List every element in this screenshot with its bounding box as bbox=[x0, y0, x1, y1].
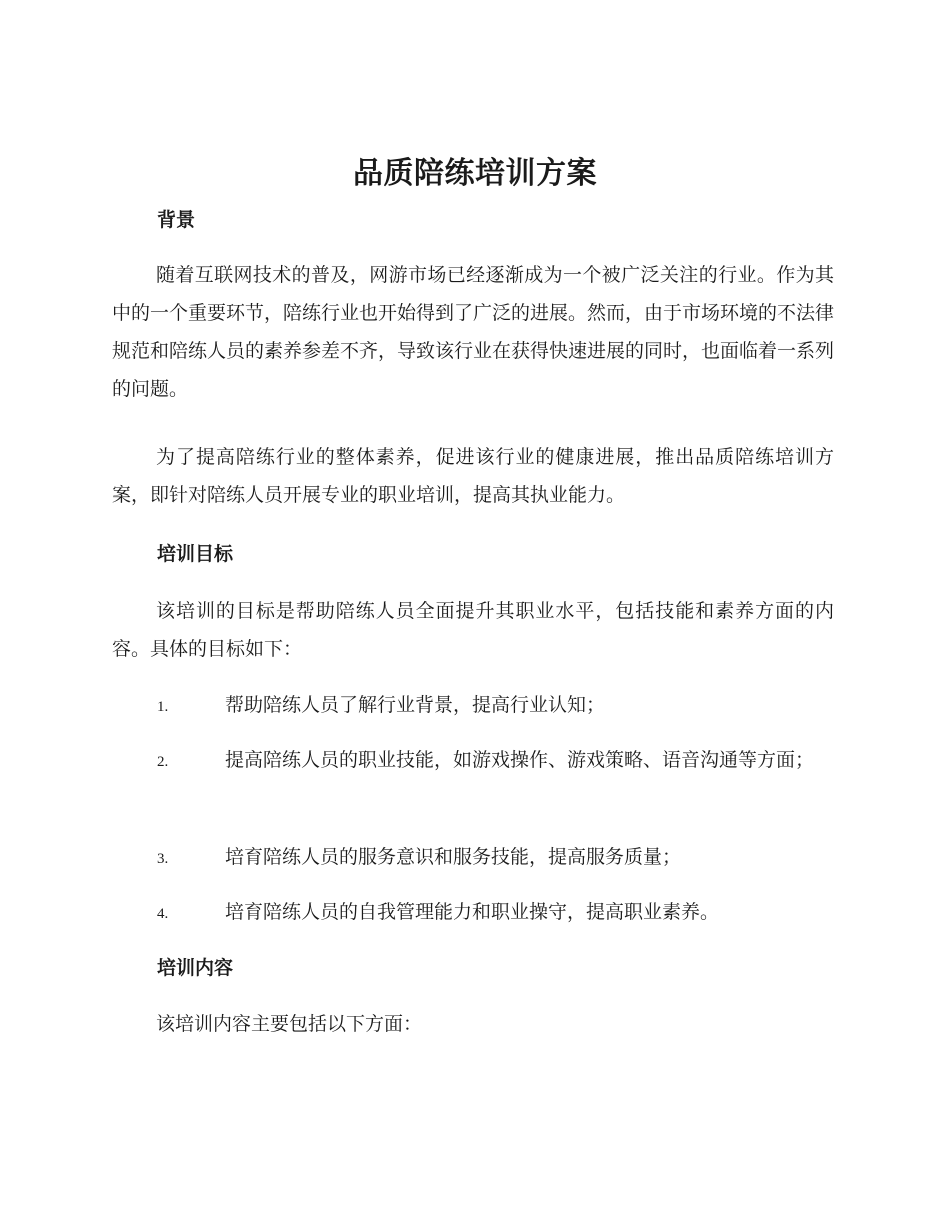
list-item-text: 帮助陪练人员了解行业背景，提高行业认知； bbox=[225, 694, 606, 716]
list-number: 1. bbox=[157, 699, 169, 715]
background-paragraph-2: 为了提高陪练行业的整体素养，促进该行业的健康进展，推出品质陪练培训方案，即针对陪练人员开展专业的职业培训，提高其执业能力。 bbox=[112, 446, 834, 506]
goals-intro-paragraph: 该培训的目标是帮助陪练人员全面提升其职业水平，包括技能和素养方面的内容。具体的目标如下： bbox=[112, 600, 834, 660]
section-heading-content: 培训内容 bbox=[157, 957, 234, 979]
content-intro-paragraph: 该培训内容主要包括以下方面： bbox=[156, 1013, 423, 1035]
list-item-text: 培育陪练人员的自我管理能力和职业操守，提高职业素养。 bbox=[225, 901, 720, 923]
list-number: 2. bbox=[157, 754, 169, 770]
goal-list-item-1 bbox=[112, 686, 834, 726]
document-title: 品质陪练培训方案 bbox=[353, 156, 597, 191]
list-number: 3. bbox=[157, 851, 169, 867]
section-heading-goals: 培训目标 bbox=[157, 543, 234, 565]
list-item-text: 培育陪练人员的服务意识和服务技能，提高服务质量； bbox=[225, 846, 682, 868]
list-item-text: 提高陪练人员的职业技能，如游戏操作、游戏策略、语音沟通等方面； bbox=[225, 749, 815, 771]
goal-list-item-2 bbox=[112, 741, 834, 781]
list-number: 4. bbox=[157, 906, 169, 922]
section-heading-background: 背景 bbox=[157, 209, 196, 231]
goal-list-item-3 bbox=[112, 838, 834, 878]
goal-list-item-4 bbox=[112, 893, 834, 933]
background-paragraph-1: 随着互联网技术的普及，网游市场已经逐渐成为一个被广泛关注的行业。作为其中的一个重要环节，陪练行业也开始得到了广泛的进展。然而，由于市场环境的不法律规范和陪练人员的素养参差不齐，导致该行业在获得快速进展的同时，也面临着一系列的问题。 bbox=[112, 264, 835, 400]
